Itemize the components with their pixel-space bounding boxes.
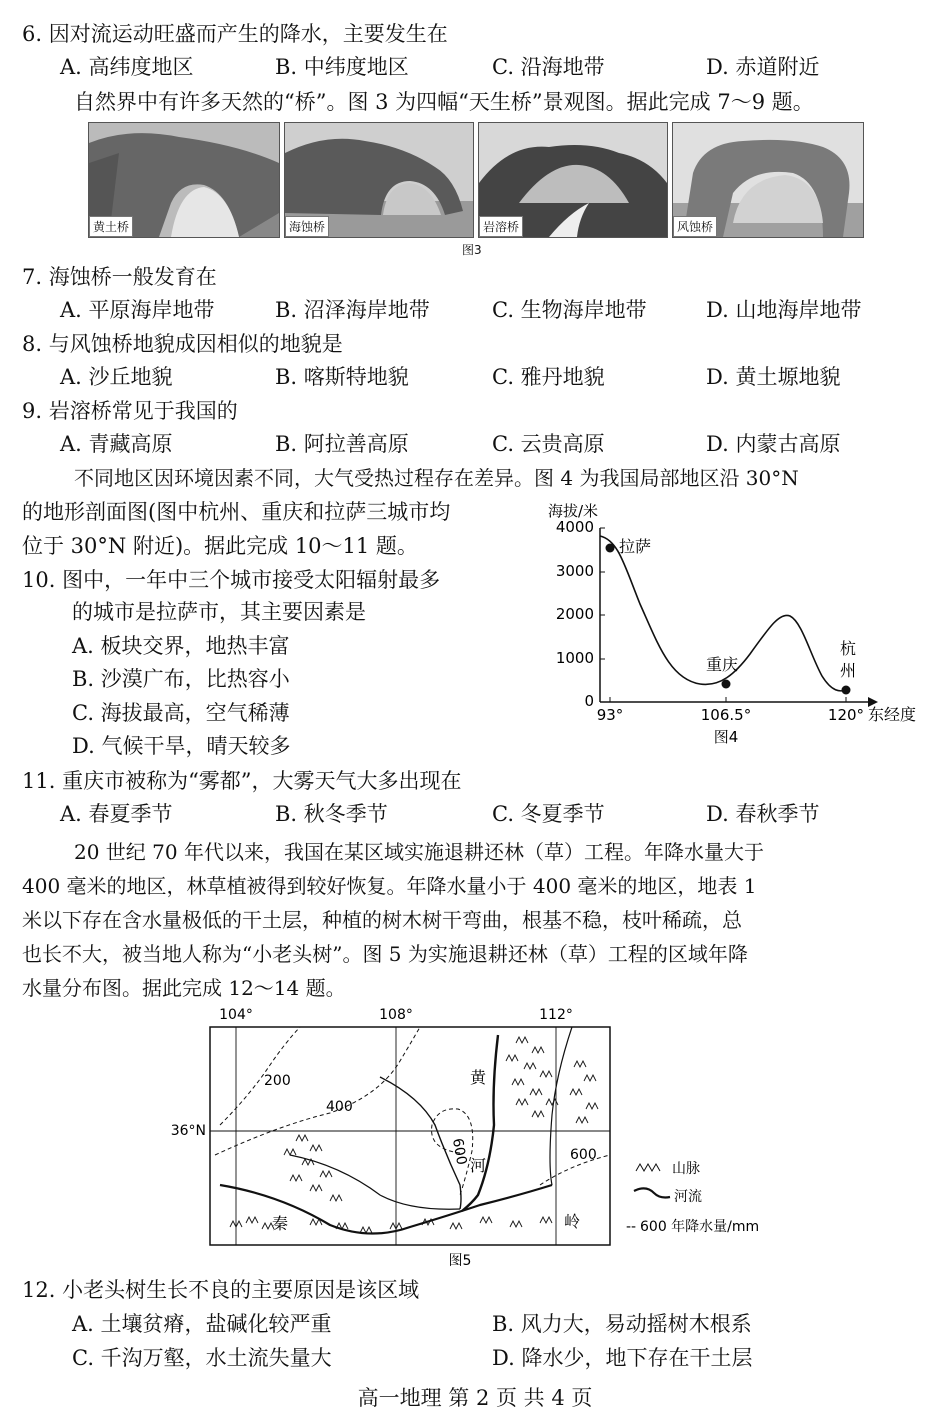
mountain-symbol xyxy=(584,1075,596,1081)
mountain-symbol xyxy=(586,1103,598,1109)
mountain-symbol xyxy=(512,1079,524,1085)
page-footer: 高一地理 第 2 页 共 4 页 xyxy=(357,1386,593,1410)
photo-label-wind: 风蚀桥 xyxy=(673,216,717,237)
mountain-symbol xyxy=(570,1089,582,1095)
fig5-label-ling: 岭 xyxy=(564,1212,581,1231)
fig5-tributary-2 xyxy=(290,1155,460,1209)
fig5-tributary-3 xyxy=(550,1027,572,1185)
fig5-isohyet-400 xyxy=(215,1027,420,1155)
q9-option-c: C. 云贵高原 xyxy=(492,432,605,456)
q6-stem: 6. 因对流运动旺盛而产生的降水，主要发生在 xyxy=(22,22,448,46)
q11-stem: 11. 重庆市被称为“雾都”，大雾天气大多出现在 xyxy=(22,769,462,793)
fig4-chongqing-label: 重庆 xyxy=(706,655,739,674)
q12-option-d: D. 降水少，地下存在干土层 xyxy=(492,1346,753,1370)
q10-option-a: A. 板块交界，地热丰富 xyxy=(72,634,290,658)
q10-option-b: B. 沙漠广布，比热容小 xyxy=(72,667,290,691)
fig4-terrain-profile xyxy=(540,494,940,754)
fig4-caption: 图4 xyxy=(713,728,739,746)
q6-option-a: A. 高纬度地区 xyxy=(60,55,194,79)
fig4-hangzhou-label-2: 州 xyxy=(840,661,857,680)
mountain-symbol xyxy=(532,1047,544,1053)
photo-karst-bridge xyxy=(478,122,668,238)
q9-stem: 9. 岩溶桥常见于我国的 xyxy=(22,399,238,423)
q10-stem-line1: 10. 图中，一年中三个城市接受太阳辐射最多 xyxy=(22,568,441,592)
mountain-symbol xyxy=(290,1175,302,1181)
mountain-symbol xyxy=(320,1171,332,1177)
q8-option-d: D. 黄土塬地貌 xyxy=(706,365,841,389)
fig5-map-frame xyxy=(210,1027,610,1245)
intro-12-14-line3: 米以下存在含水量极低的干土层，种植的树木树干弯曲，根基不稳，枝叶稀疏，总 xyxy=(22,908,742,932)
fig4-xtick-93: 93° xyxy=(596,706,624,724)
photo-sea-bridge xyxy=(284,122,474,238)
fig5-caption: 图5 xyxy=(448,1253,472,1269)
fig5-legend xyxy=(626,1161,759,1235)
q11-option-d: D. 春秋季节 xyxy=(706,802,820,826)
mountain-symbol xyxy=(530,1089,542,1095)
q7-option-c: C. 生物海岸地带 xyxy=(492,298,647,322)
q11-option-a: A. 春夏季节 xyxy=(60,802,173,826)
fig4-ylabel: 海拔/米 xyxy=(548,502,599,520)
q7-option-d: D. 山地海岸地带 xyxy=(706,298,862,322)
fig5-isohyet-400-label: 400 xyxy=(326,1099,353,1115)
mountain-symbol xyxy=(284,1149,296,1155)
q11-option-c: C. 冬夏季节 xyxy=(492,802,605,826)
mountain-symbol xyxy=(480,1217,492,1223)
q12-option-b: B. 风力大，易动摇树木根系 xyxy=(492,1312,752,1336)
q12-option-a: A. 土壤贫瘠，盐碱化较严重 xyxy=(72,1312,332,1336)
fig4-lhasa-label: 拉萨 xyxy=(619,537,652,556)
mountain-symbol xyxy=(310,1145,322,1151)
legend-river-icon xyxy=(634,1188,670,1197)
mountain-symbol xyxy=(540,1071,552,1077)
mountain-symbol xyxy=(450,1223,462,1229)
intro-10-11-line3: 位于 30°N 附近)。据此完成 10～11 题。 xyxy=(22,534,418,558)
fig5-label-huang: 黄 xyxy=(470,1068,487,1087)
fig5-lat-36n: 36°N xyxy=(170,1123,206,1139)
photo-label-loess: 黄土桥 xyxy=(89,216,133,237)
fig5-isohyet-600-label: 600 xyxy=(448,1137,470,1167)
fig4-ytick-0: 0 xyxy=(584,692,594,710)
mountain-symbol xyxy=(296,1135,308,1141)
photo-loess-bridge xyxy=(88,122,280,238)
mountain-symbol xyxy=(516,1099,528,1105)
fig5-label-he: 河 xyxy=(470,1156,487,1175)
q7-option-a: A. 平原海岸地带 xyxy=(60,298,215,322)
photo-label-sea: 海蚀桥 xyxy=(285,216,329,237)
fig5-precipitation-map xyxy=(160,1005,800,1275)
q12-stem: 12. 小老头树生长不良的主要原因是该区域 xyxy=(22,1278,420,1302)
q10-option-d: D. 气候干旱，晴天较多 xyxy=(72,734,291,758)
fig3-caption: 图3 xyxy=(462,243,482,257)
fig5-isohyet-200-label: 200 xyxy=(264,1073,291,1089)
q9-option-d: D. 内蒙古高原 xyxy=(706,432,841,456)
intro-10-11-line2: 的地形剖面图(图中杭州、重庆和拉萨三城市均 xyxy=(22,500,451,524)
mountain-symbol xyxy=(330,1195,342,1201)
fig4-lhasa-point xyxy=(606,544,615,553)
fig5-label-qin: 秦 xyxy=(272,1214,289,1233)
intro-12-14-line4: 也长不大，被当地人称为“小老头树”。图 5 为实施退耕还林（草）工程的区域年降 xyxy=(22,942,748,966)
q6-option-b: B. 中纬度地区 xyxy=(275,55,409,79)
legend-river-label: 河流 xyxy=(674,1189,702,1205)
mountain-symbol xyxy=(246,1217,258,1223)
mountain-symbol xyxy=(524,1063,536,1069)
q8-stem: 8. 与风蚀桥地貌成因相似的地貌是 xyxy=(22,332,343,356)
mountain-symbol xyxy=(532,1111,544,1117)
fig4-ytick-2000: 2000 xyxy=(555,605,594,623)
q12-option-c: C. 千沟万壑，水土流失量大 xyxy=(72,1346,332,1370)
intro-12-14-line1: 20 世纪 70 年代以来，我国在某区域实施退耕还林（草）工程。年降水量大于 xyxy=(74,840,764,864)
fig4-hangzhou-point xyxy=(842,686,851,695)
q10-option-c: C. 海拔最高，空气稀薄 xyxy=(72,701,290,725)
legend-isohyet-dash: -- xyxy=(626,1219,637,1235)
fig5-lon-112: 112° xyxy=(539,1007,573,1023)
fig4-ytick-4000: 4000 xyxy=(555,518,594,536)
fig5-tributary-1 xyxy=(380,1077,461,1209)
intro-12-14-line5: 水量分布图。据此完成 12～14 题。 xyxy=(22,976,346,1000)
intro-12-14-line2: 400 毫米的地区，林草植被得到较好恢复。年降水量小于 400 毫米的地区，地表 1 xyxy=(22,874,757,898)
fig5-yellow-river xyxy=(462,1035,498,1211)
q8-option-a: A. 沙丘地貌 xyxy=(60,365,173,389)
fig4-chongqing-point xyxy=(722,680,731,689)
q8-option-c: C. 雅丹地貌 xyxy=(492,365,605,389)
mountain-symbol xyxy=(506,1055,518,1061)
mountain-symbol xyxy=(574,1061,586,1067)
fig4-xtick-120: 120° xyxy=(827,706,865,724)
fig4-xlabel: 东经度 xyxy=(868,705,917,724)
mountain-symbol xyxy=(516,1037,528,1043)
intro-7-9: 自然界中有许多天然的“桥”。图 3 为四幅“天生桥”景观图。据此完成 7～9 题。 xyxy=(74,90,814,114)
legend-isohyet-label: 600 年降水量/mm xyxy=(640,1219,760,1235)
legend-mountain-icon xyxy=(636,1164,660,1171)
fig4-ytick-3000: 3000 xyxy=(555,562,594,580)
photo-wind-bridge xyxy=(672,122,864,238)
fig5-isohyet-600-east-label: 600 xyxy=(570,1147,597,1163)
intro-10-11-line1: 不同地区因环境因素不同，大气受热过程存在差异。图 4 为我国局部地区沿 30°N xyxy=(74,466,799,490)
fig4-hangzhou-label-1: 杭 xyxy=(840,639,857,658)
photo-label-karst: 岩溶桥 xyxy=(479,216,523,237)
mountain-symbol xyxy=(310,1185,322,1191)
fig5-lon-104: 104° xyxy=(219,1007,253,1023)
legend-mountain-label: 山脉 xyxy=(672,1161,700,1177)
mountain-symbol xyxy=(576,1117,588,1123)
q8-option-b: B. 喀斯特地貌 xyxy=(275,365,409,389)
q6-option-d: D. 赤道附近 xyxy=(706,55,820,79)
q9-option-a: A. 青藏高原 xyxy=(60,432,173,456)
mountain-symbol xyxy=(540,1217,552,1223)
q11-option-b: B. 秋冬季节 xyxy=(275,802,388,826)
q9-option-b: B. 阿拉善高原 xyxy=(275,432,409,456)
fig5-lon-108: 108° xyxy=(379,1007,413,1023)
q10-stem-line2: 的城市是拉萨市，其主要因素是 xyxy=(72,600,366,624)
mountain-symbol xyxy=(510,1221,522,1227)
q7-option-b: B. 沼泽海岸地带 xyxy=(275,298,430,322)
fig4-xtick-106-5: 106.5° xyxy=(700,706,752,724)
fig4-ytick-1000: 1000 xyxy=(555,649,594,667)
q6-option-c: C. 沿海地带 xyxy=(492,55,605,79)
q7-stem: 7. 海蚀桥一般发育在 xyxy=(22,265,217,289)
